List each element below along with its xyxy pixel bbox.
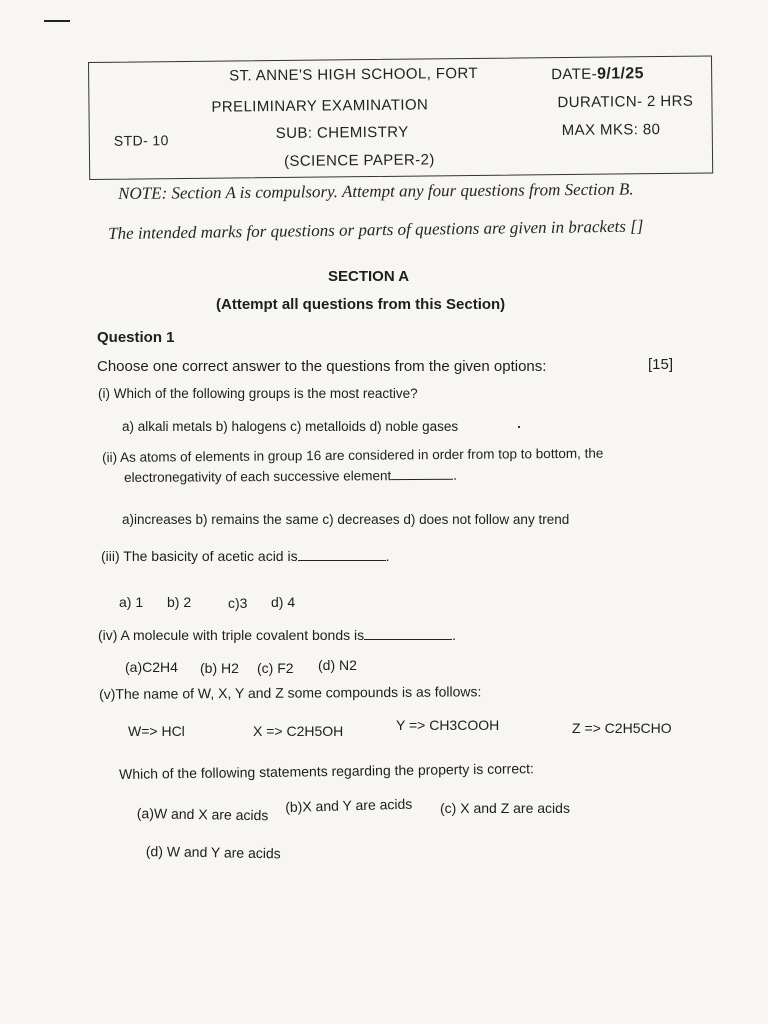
question-marks: [15] <box>648 356 674 373</box>
question-v: (v)The name of W, X, Y and Z some compounds is as follows: <box>99 683 482 702</box>
compound-y: Y => CH3COOH <box>396 717 500 733</box>
question-ii-text: electronegativity of each successive element <box>124 468 392 485</box>
max-marks: MAX MKS: 80 <box>561 121 661 140</box>
paper-name: (SCIENCE PAPER-2) <box>283 151 435 170</box>
option-iii-b: b) 2 <box>167 594 192 610</box>
question-i: (i) Which of the following groups is the most reactive? <box>98 386 418 401</box>
answer-blank <box>391 467 453 480</box>
question-v-statement: Which of the following statements regarding the property is correct: <box>119 760 534 782</box>
compound-w: W=> HCl <box>128 723 185 739</box>
question-title: Question 1 <box>97 329 175 346</box>
option-v-a: (a)W and X are acids <box>136 805 269 824</box>
exam-date <box>551 65 644 84</box>
option-v-d: (d) W and Y are acids <box>145 843 281 862</box>
option-iv-c: (c) F2 <box>257 660 294 676</box>
pen-mark <box>44 20 70 22</box>
option-v-c: (c) X and Z are acids <box>440 800 570 816</box>
note-marks: The intended marks for questions or parts of questions are given in brackets [] <box>108 216 644 243</box>
question-iii-text: (iii) The basicity of acetic acid is <box>101 548 298 564</box>
option-iii-a: a) 1 <box>119 594 144 610</box>
question-iii: (iii) The basicity of acetic acid is . <box>101 548 390 564</box>
subject: SUB: CHEMISTRY <box>275 123 409 143</box>
stray-dot <box>518 426 520 428</box>
option-iii-d: d) 4 <box>271 594 296 610</box>
question-ii-line2: electronegativity of each successive element . <box>124 467 458 485</box>
option-iii-c: c)3 <box>228 595 248 611</box>
section-subtitle: (Attempt all questions from this Section) <box>216 296 506 313</box>
option-iv-d: (d) N2 <box>318 657 357 673</box>
date-value: 9/1/25 <box>596 65 645 83</box>
section-title: SECTION A <box>328 268 410 285</box>
question-iv-text: (iv) A molecule with triple covalent bonds is <box>98 627 365 643</box>
duration: DURATICN- 2 HRS <box>557 92 694 112</box>
question-iv: (iv) A molecule with triple covalent bonds is . <box>98 627 457 643</box>
exam-name: PRELIMINARY EXAMINATION <box>211 96 429 116</box>
standard: STD- 10 <box>113 132 169 149</box>
answer-blank <box>298 548 386 561</box>
question-instruction: Choose one correct answer to the questions from the given options: <box>97 358 547 375</box>
compound-z: Z => C2H5CHO <box>572 720 672 736</box>
note-compulsory: NOTE: Section A is compulsory. Attempt any four questions from Section B. <box>118 179 634 203</box>
school-name: ST. ANNE'S HIGH SCHOOL, FORT <box>229 64 479 85</box>
compound-x: X => C2H5OH <box>253 723 344 739</box>
answer-blank <box>364 627 452 640</box>
question-ii-line1: (ii) As atoms of elements in group 16 are considered in order from top to bottom, the <box>102 445 604 465</box>
option-iv-a: (a)C2H4 <box>125 659 178 675</box>
option-iv-b: (b) H2 <box>200 660 239 676</box>
options-i: a) alkali metals b) halogens c) metalloids d) noble gases <box>122 419 459 434</box>
date-label: DATE- <box>551 65 598 84</box>
option-v-b: (b)X and Y are acids <box>285 795 413 815</box>
exam-header-box <box>88 55 713 180</box>
options-ii: a)increases b) remains the same c) decreases d) does not follow any trend <box>122 512 570 527</box>
